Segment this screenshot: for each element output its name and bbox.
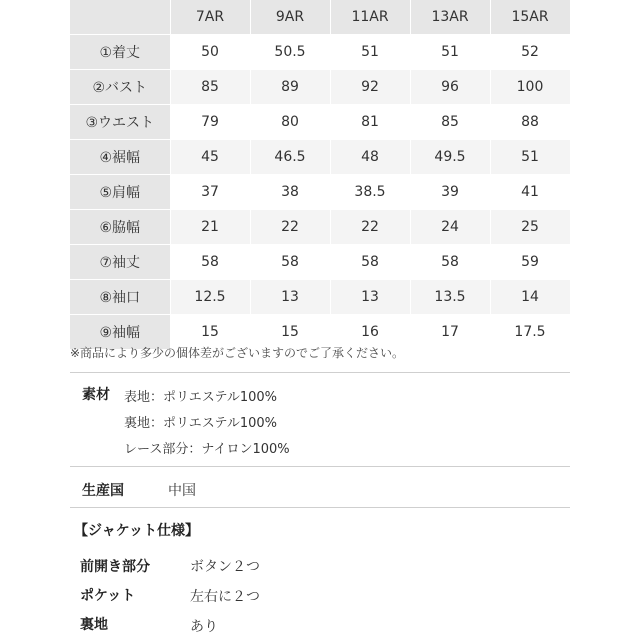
size-value-cell: 22 bbox=[250, 210, 330, 245]
size-value-cell: 96 bbox=[410, 70, 490, 105]
size-value-cell: 46.5 bbox=[250, 140, 330, 175]
size-value-cell: 15 bbox=[170, 315, 250, 350]
spec-label: 裏地 bbox=[80, 617, 108, 633]
size-table-body bbox=[70, 0, 570, 350]
size-value-cell: 24 bbox=[410, 210, 490, 245]
size-table-row bbox=[70, 210, 570, 245]
size-value-cell: 49.5 bbox=[410, 140, 490, 175]
origin-value: 中国 bbox=[168, 483, 196, 499]
size-note: ※商品により多少の個体差がございますのでご了承ください。 bbox=[70, 346, 405, 360]
size-value-cell: 25 bbox=[490, 210, 570, 245]
size-value-cell: 41 bbox=[490, 175, 570, 210]
size-value-cell: 48 bbox=[330, 140, 410, 175]
divider bbox=[70, 466, 570, 467]
size-value-cell: 81 bbox=[330, 105, 410, 140]
material-label: 素材 bbox=[82, 387, 110, 403]
size-value-cell: 21 bbox=[170, 210, 250, 245]
divider bbox=[70, 507, 570, 508]
size-row-label: ②バスト bbox=[70, 70, 170, 105]
size-value-cell: 100 bbox=[490, 70, 570, 105]
size-value-cell: 17.5 bbox=[490, 315, 570, 350]
spec-label: 前開き部分 bbox=[80, 559, 150, 575]
size-row-label: ①着丈 bbox=[70, 35, 170, 70]
size-value-cell: 38 bbox=[250, 175, 330, 210]
size-table-row bbox=[70, 175, 570, 210]
divider bbox=[70, 372, 570, 373]
size-value-cell: 13 bbox=[330, 280, 410, 315]
size-row-label: ③ウエスト bbox=[70, 105, 170, 140]
size-value-cell: 79 bbox=[170, 105, 250, 140]
size-column-header: 9AR bbox=[250, 0, 330, 35]
table-corner bbox=[70, 0, 170, 35]
spec-label: ポケット bbox=[80, 588, 136, 604]
size-value-cell: 16 bbox=[330, 315, 410, 350]
size-table-row bbox=[70, 70, 570, 105]
size-table-row bbox=[70, 280, 570, 315]
size-value-cell: 51 bbox=[330, 35, 410, 70]
size-value-cell: 45 bbox=[170, 140, 250, 175]
size-value-cell: 14 bbox=[490, 280, 570, 315]
spec-value: 左右に２つ bbox=[190, 589, 260, 605]
jacket-spec-title: 【ジャケット仕様】 bbox=[74, 523, 200, 539]
size-value-cell: 17 bbox=[410, 315, 490, 350]
size-value-cell: 38.5 bbox=[330, 175, 410, 210]
size-value-cell: 92 bbox=[330, 70, 410, 105]
size-column-header: 7AR bbox=[170, 0, 250, 35]
size-value-cell: 15 bbox=[250, 315, 330, 350]
size-table bbox=[70, 0, 571, 350]
size-table-row bbox=[70, 105, 570, 140]
size-value-cell: 12.5 bbox=[170, 280, 250, 315]
size-value-cell: 37 bbox=[170, 175, 250, 210]
size-column-header: 11AR bbox=[330, 0, 410, 35]
size-value-cell: 80 bbox=[250, 105, 330, 140]
size-value-cell: 85 bbox=[410, 105, 490, 140]
size-value-cell: 58 bbox=[410, 245, 490, 280]
size-header-row bbox=[70, 0, 570, 35]
spec-value: ボタン２つ bbox=[190, 559, 260, 575]
size-row-label: ⑨袖幅 bbox=[70, 315, 170, 350]
size-row-label: ⑥脇幅 bbox=[70, 210, 170, 245]
size-row-label: ⑦袖丈 bbox=[70, 245, 170, 280]
size-value-cell: 52 bbox=[490, 35, 570, 70]
size-value-cell: 58 bbox=[170, 245, 250, 280]
size-value-cell: 13 bbox=[250, 280, 330, 315]
spec-value: あり bbox=[190, 619, 218, 635]
size-value-cell: 39 bbox=[410, 175, 490, 210]
size-table-row bbox=[70, 245, 570, 280]
size-value-cell: 85 bbox=[170, 70, 250, 105]
origin-label: 生産国 bbox=[82, 483, 124, 499]
size-value-cell: 59 bbox=[490, 245, 570, 280]
size-value-cell: 13.5 bbox=[410, 280, 490, 315]
size-table-row bbox=[70, 140, 570, 175]
size-column-header: 13AR bbox=[410, 0, 490, 35]
size-row-label: ⑤肩幅 bbox=[70, 175, 170, 210]
size-column-header: 15AR bbox=[490, 0, 570, 35]
size-value-cell: 22 bbox=[330, 210, 410, 245]
size-value-cell: 51 bbox=[410, 35, 490, 70]
size-row-label: ⑧袖口 bbox=[70, 280, 170, 315]
material-line: レース部分：ナイロン100% bbox=[124, 442, 290, 457]
size-value-cell: 50 bbox=[170, 35, 250, 70]
size-value-cell: 51 bbox=[490, 140, 570, 175]
size-value-cell: 50.5 bbox=[250, 35, 330, 70]
material-line: 表地：ポリエステル100% bbox=[124, 390, 277, 405]
size-value-cell: 58 bbox=[250, 245, 330, 280]
material-line: 裏地：ポリエステル100% bbox=[124, 416, 277, 431]
size-table-row bbox=[70, 35, 570, 70]
size-value-cell: 88 bbox=[490, 105, 570, 140]
size-value-cell: 89 bbox=[250, 70, 330, 105]
size-value-cell: 58 bbox=[330, 245, 410, 280]
size-row-label: ④裾幅 bbox=[70, 140, 170, 175]
